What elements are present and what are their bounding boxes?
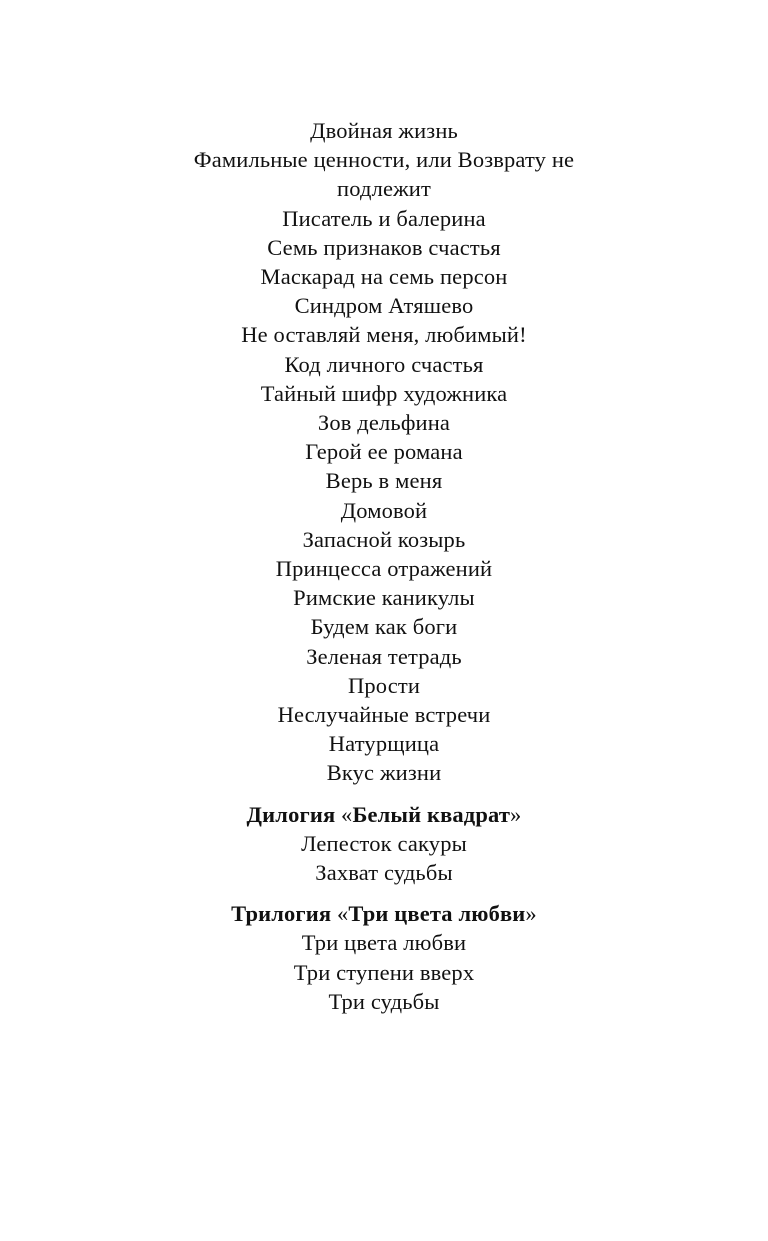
series-dilogy	[0, 800, 768, 888]
standalone-titles	[0, 116, 768, 788]
open-quote: «	[341, 801, 353, 827]
book-title: Прости	[347, 672, 421, 698]
book-title: Двойная жизнь	[310, 118, 458, 143]
book-title: Неслучайные встречи	[277, 702, 491, 728]
book-title: Домовой	[340, 497, 428, 523]
close-quote: »	[510, 801, 522, 827]
book-title: Запасной козырь	[302, 526, 466, 552]
book-title: Натурщица	[328, 731, 440, 757]
book-title: Вкус жизни	[326, 760, 442, 786]
book-title: Код личного счастья	[284, 351, 484, 377]
open-quote: «	[337, 901, 349, 927]
series-name: Три цвета любви	[348, 901, 526, 927]
series-name: Белый квадрат	[352, 801, 511, 827]
book-title: Три судьбы	[328, 988, 440, 1014]
book-title: Не оставляй меня, любимый!	[241, 322, 527, 348]
book-title: Фамильные ценности, или Возврату не подлежит	[193, 147, 575, 202]
book-title: Писатель и балерина	[282, 205, 486, 231]
book-title: Герой ее романа	[305, 439, 463, 465]
bibliography-list	[0, 116, 768, 1016]
book-title: Маскарад на семь персон	[260, 264, 508, 290]
book-title: Семь признаков счастья	[267, 234, 501, 260]
series-prefix: Дилогия	[246, 801, 342, 827]
book-title: Три ступени вверх	[293, 959, 475, 985]
book-title: Зеленая тетрадь	[306, 643, 462, 669]
book-title: Принцесса отражений	[275, 556, 493, 582]
book-title: Лепесток сакуры	[301, 830, 467, 856]
book-title: Захват судьбы	[315, 860, 453, 886]
book-title: Синдром Атяшево	[294, 293, 474, 319]
book-title: Тайный шифр художника	[260, 380, 508, 406]
series-heading	[0, 899, 768, 928]
book-title: Римские каникулы	[293, 585, 475, 611]
series-trilogy	[0, 899, 768, 1016]
book-title: Зов дельфина	[317, 410, 451, 436]
series-prefix: Трилогия	[231, 901, 338, 927]
book-title: Будем как боги	[310, 614, 458, 640]
book-title: Верь в меня	[325, 468, 443, 494]
series-heading	[0, 800, 768, 829]
book-title: Три цвета любви	[301, 930, 467, 956]
close-quote: »	[525, 901, 537, 927]
